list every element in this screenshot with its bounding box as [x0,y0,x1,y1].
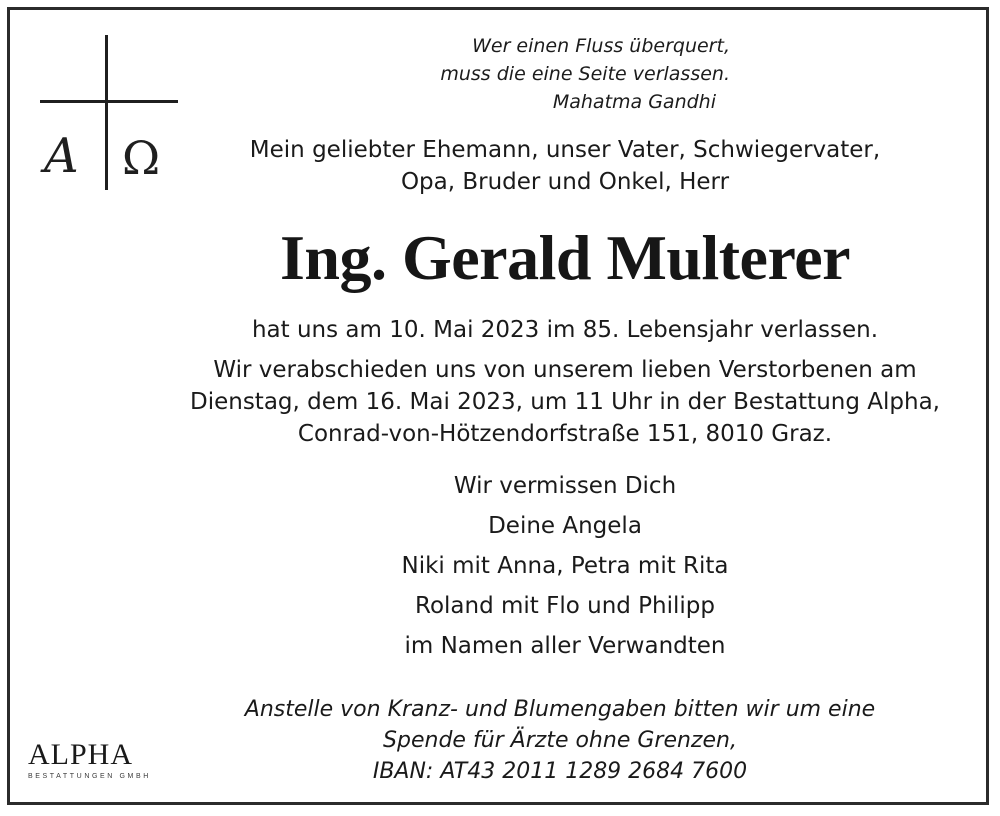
farewell-line-1: Wir verabschieden uns von unserem lieben Verstorbenen am [213,357,917,383]
logo-wordmark: ALPHA [28,738,134,771]
cross-icon [105,35,108,190]
donation-request [180,694,940,787]
quote-block [390,32,730,116]
iban-line: IBAN: AT43 2011 1289 2684 7600 [372,759,748,784]
announcement-block [150,314,980,450]
logo-subtitle: BESTATTUNGEN GMBH [28,773,151,780]
mourner-line: Roland mit Flo und Philipp [415,593,715,619]
intro-text [200,134,930,198]
intro-line-1: Mein geliebter Ehemann, unser Vater, Schwiegervater, [249,137,881,163]
miss-line: Wir vermissen Dich [453,473,677,499]
quote-line-1: Wer einen Fluss überquert, [472,35,730,57]
intro-line-2: Opa, Bruder und Onkel, Herr [400,169,730,195]
request-line-1: Anstelle von Kranz- und Blumengaben bitten wir um eine [244,697,876,722]
mourner-line: im Namen aller Verwandten [404,633,726,659]
cross-bar [40,100,178,103]
deceased-name: Ing. Gerald Multerer [279,222,851,293]
farewell-line-3: Conrad-von-Hötzendorfstraße 151, 8010 Graz. [297,421,833,447]
request-line-2: Spende für Ärzte ohne Grenzen, [383,728,737,753]
quote-author: Mahatma Gandhi [552,91,716,113]
mourner-line: Deine Angela [488,513,642,539]
signoff-block [300,466,830,666]
alpha-logo [28,738,168,780]
quote-line-2: muss die eine Seite verlassen. [440,63,730,85]
mourner-line: Niki mit Anna, Petra mit Rita [401,553,729,579]
alpha-symbol-icon: A [44,128,79,184]
farewell-line-2: Dienstag, dem 16. Mai 2023, um 11 Uhr in der Bestattung Alpha, [190,389,940,415]
omega-symbol-icon: Ω [122,131,161,185]
death-line: hat uns am 10. Mai 2023 im 85. Lebensjahr verlassen. [251,317,879,343]
